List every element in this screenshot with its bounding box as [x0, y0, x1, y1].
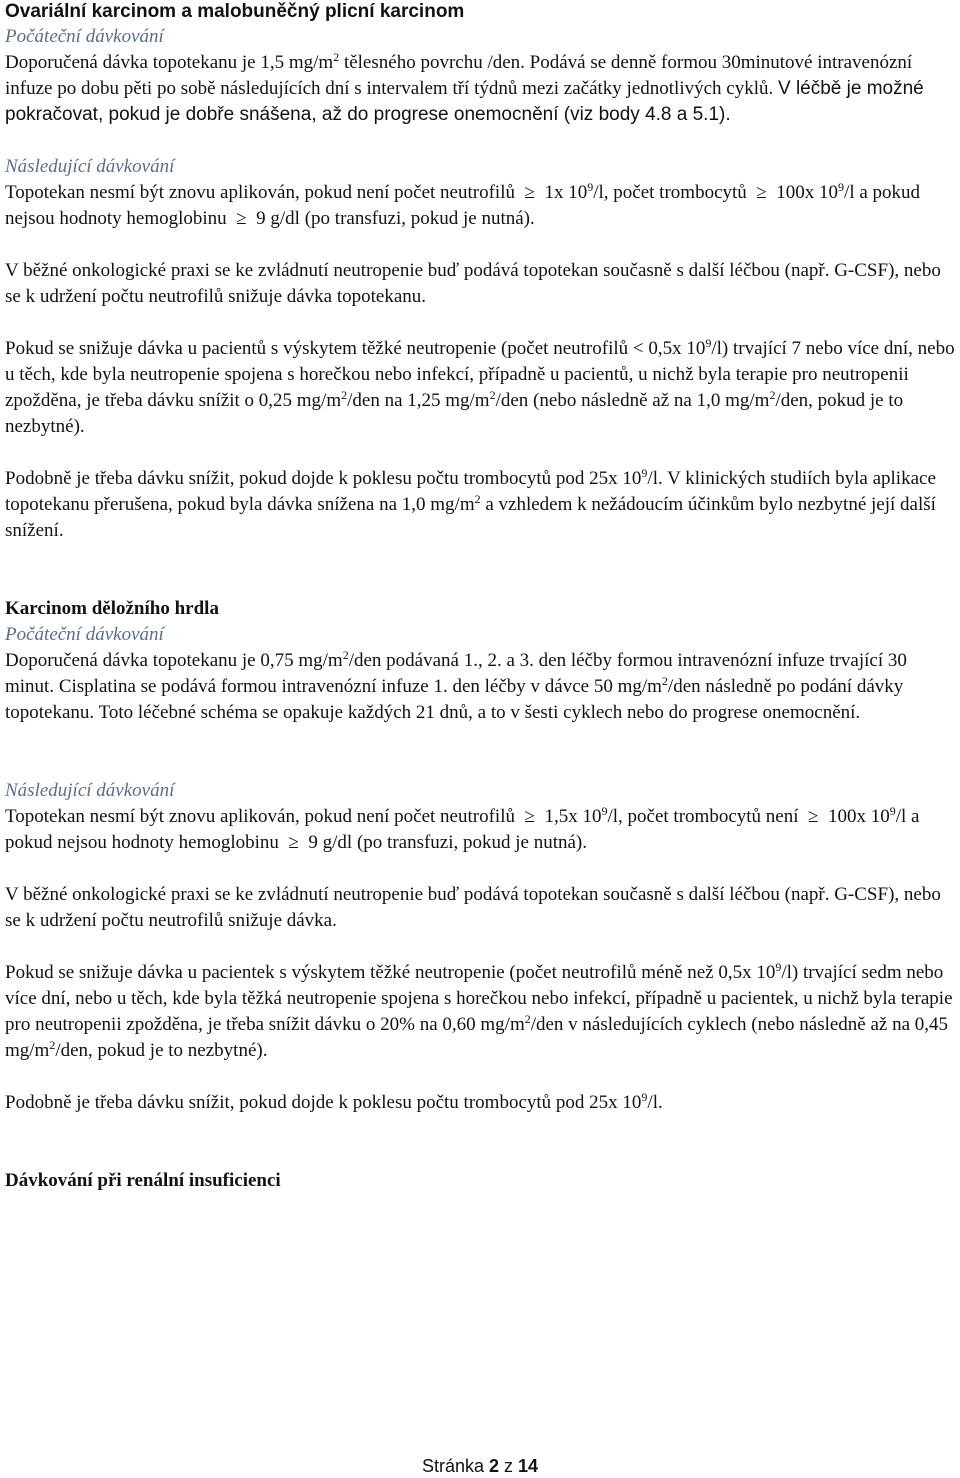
text: Pokud se snižuje dávka u pacientek s výskytem těžké neutropenie (počet neutrofilů méně než 0,5x 10	[5, 962, 776, 983]
text: /den v následujících cyklech (nebo následně až na 0,45 mg/m	[5, 1014, 949, 1061]
text: 1x 10	[544, 182, 588, 203]
greater-equal-symbol: ≥	[524, 182, 535, 203]
superscript: 2	[49, 1038, 56, 1052]
paragraph-platelet-reduction	[5, 1090, 957, 1116]
text: /den, pokud je to nezbytné).	[55, 1040, 268, 1061]
total-pages: 14	[518, 1456, 539, 1476]
section-title-cervical: Karcinom děložního hrdla	[5, 598, 219, 619]
superscript: 2	[489, 388, 496, 402]
superscript: 2	[342, 648, 349, 662]
superscript: 9	[587, 180, 594, 194]
current-page-number: 2	[488, 1456, 499, 1476]
paragraph-subsequent-dose	[5, 804, 957, 856]
section-title-ovarian: Ovariální karcinom a malobuněčný plicní karcinom	[5, 1, 465, 22]
text: /l a pokud nejsou hodnoty hemoglobinu	[5, 182, 921, 229]
superscript: 2	[524, 1012, 531, 1026]
superscript: 9	[889, 804, 896, 818]
subheading-initial-dosing: Počáteční dávkování	[5, 26, 164, 47]
text: V léčbě je možné pokračovat, pokud je dobře snášena, až do progrese onemocnění (viz body 4.8 a 5.1).	[5, 78, 924, 125]
superscript: 2	[474, 492, 481, 506]
text: 1,5x 10	[544, 806, 602, 827]
paragraph-clinical-practice: V běžné onkologické praxi se ke zvládnutí neutropenie buď podává topotekan současně s další léčbou (např. G-CSF), nebo se k udržení počtu neutrofilů snižuje dávka.	[5, 884, 941, 931]
text: /den následně po podání dávky topotekanu. Toto léčebné schéma se opakuje každých 21 dnů, a to v šesti cyklech nebo do progrese onemocnění.	[5, 676, 904, 723]
superscript: 9	[838, 180, 845, 194]
text: 100x 10	[828, 806, 890, 827]
text: /l. V klinických studiích byla aplikace topotekanu přerušena, pokud byla dávka snížena na 1,0 mg/m	[5, 468, 936, 515]
section-title-renal: Dávkování při renální insuficienci	[5, 1170, 281, 1191]
paragraph-subsequent-dose	[5, 180, 957, 232]
text: Podobně je třeba dávku snížit, pokud dojde k poklesu počtu trombocytů pod 25x 10	[5, 468, 642, 489]
text: a vzhledem k nežádoucím účinkům bylo nezbytné její další snížení.	[5, 494, 936, 541]
text: tělesného povrchu /den. Podává se denně formou 30minutové intravenózní infuze po dobu pěti po sobě následujících dní s intervalem tří týdnů mezi začátky jednotlivých cyklů.	[5, 52, 913, 99]
text: Doporučená dávka topotekanu je 1,5 mg/m	[5, 52, 334, 73]
superscript: 9	[601, 804, 608, 818]
superscript: 2	[333, 50, 340, 64]
text: /den, pokud je to nezbytné).	[5, 390, 904, 437]
paragraph-dose-reduction	[5, 960, 957, 1064]
text: Doporučená dávka topotekanu je 0,75 mg/m	[5, 650, 343, 671]
text: Topotekan nesmí být znovu aplikován, pokud není počet neutrofilů	[5, 806, 515, 827]
paragraph-initial-dose	[5, 50, 957, 128]
superscript: 9	[641, 466, 648, 480]
greater-equal-symbol: ≥	[524, 806, 535, 827]
text: /den podávaná 1., 2. a 3. den léčby formou intravenózní infuze trvající 30 minut. Cisplatina se podává formou intravenózní infuze 1. den léčby v dávce 50 mg/m	[5, 650, 907, 697]
text: /l, počet trombocytů není	[607, 806, 799, 827]
text: /l, počet trombocytů	[593, 182, 747, 203]
superscript: 2	[341, 388, 348, 402]
superscript: 9	[705, 336, 712, 350]
paragraph-dose-reduction	[5, 336, 957, 440]
superscript: 2	[661, 674, 668, 688]
text: 100x 10	[776, 182, 839, 203]
text: Topotekan nesmí být znovu aplikován, pokud není počet neutrofilů	[5, 182, 515, 203]
text: 9 g/dl (po transfuzi, pokud je nutná).	[308, 832, 588, 853]
document-page	[5, 0, 957, 1194]
subheading-subsequent-dosing: Následující dávkování	[5, 156, 175, 177]
superscript: 2	[769, 388, 776, 402]
text: /l) trvající 7 nebo více dní, nebo u těch, kde byla neutropenie spojena s horečkou nebo infekcí, případně u pacientů, u nichž byla terapie pro neutropenii zpožděna, je třeba dávku snížit o 0,25 mg/m	[5, 338, 955, 411]
superscript: 9	[641, 1090, 648, 1104]
text: /l) trvající sedm nebo více dní, nebo u těch, kde byla těžká neutropenie spojena s horečkou nebo infekcí, případně u pacientek, u nichž byla terapie pro neutropenii zpožděna, je třeba snížit dávku o 20% na 0,60 mg/m	[5, 962, 953, 1035]
paragraph-initial-dose	[5, 648, 957, 726]
subheading-initial-dosing: Počáteční dávkování	[5, 624, 164, 645]
paragraph-clinical-practice: V běžné onkologické praxi se ke zvládnutí neutropenie buď podává topotekan současně s další léčbou (např. G-CSF), nebo se k udržení počtu neutrofilů snižuje dávka topotekanu.	[5, 260, 941, 307]
greater-equal-symbol: ≥	[236, 208, 247, 229]
text: /l a pokud nejsou hodnoty hemoglobinu	[5, 806, 920, 853]
greater-equal-symbol: ≥	[288, 832, 299, 853]
text: Podobně je třeba dávku snížit, pokud dojde k poklesu počtu trombocytů pod 25x 10	[5, 1092, 642, 1113]
superscript: 9	[775, 960, 782, 974]
greater-equal-symbol: ≥	[808, 806, 819, 827]
subheading-subsequent-dosing: Následující dávkování	[5, 780, 175, 801]
text: /den (nebo následně až na 1,0 mg/m	[495, 390, 770, 411]
footer-separator: z	[499, 1456, 519, 1476]
footer-label: Stránka	[421, 1456, 489, 1476]
text: Pokud se snižuje dávka u pacientů s výskytem těžké neutropenie (počet neutrofilů < 0,5x 10	[5, 338, 706, 359]
greater-equal-symbol: ≥	[756, 182, 767, 203]
paragraph-platelet-reduction	[5, 466, 957, 544]
text: /den na 1,25 mg/m	[347, 390, 490, 411]
text: 9 g/dl (po transfuzi, pokud je nutná).	[256, 208, 535, 229]
page-footer	[0, 1455, 960, 1477]
text: /l.	[647, 1092, 663, 1113]
